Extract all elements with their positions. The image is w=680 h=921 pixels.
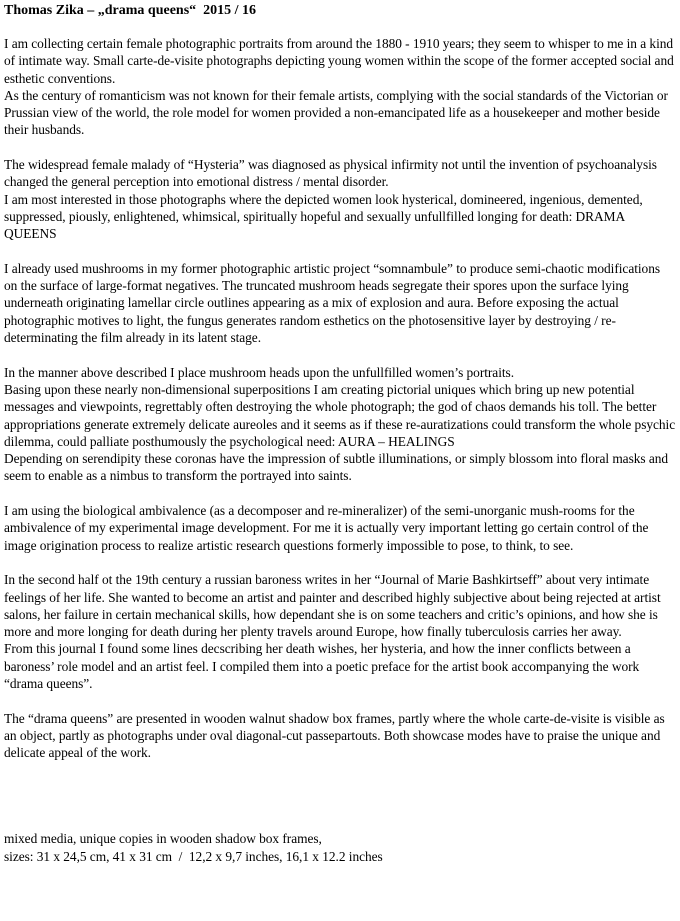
paragraph-hysteria: The widespread female malady of “Hysteria” was diagnosed as physical infirmity not until the invention of psychoanalysis changed the general perception into emotional distress / mental disorder. (4, 157, 657, 190)
medium-line: mixed media, unique copies in wooden shadow box frames, (4, 831, 322, 847)
paragraph-serendipity: Depending on serendipity these coronas have the impression of subtle illuminations, or simply blossom into floral masks and seem to enable as a nimbus to transform the portrayed into saints. (4, 451, 669, 484)
paragraph-ambivalence: I am using the biological ambivalence (as a decomposer and re-mineralizer) of the semi-unorganic mush-rooms for the ambivalence of my experimental image development. For me it is actually very important letting go certain control of the image origination process to realize artistic research questions formerly impossible to pose, to think, to see. (4, 503, 649, 553)
paragraph-collecting-portraits: I am collecting certain female photographic portraits from around the 1880 - 1910 years; they seem to whisper to me in a kind of intimate way. Small carte-de-visite photographs depicting young women within the scope of the former accepted social and esthetic conventions. (4, 36, 674, 86)
document-title: Thomas Zika – „drama queens“ 2015 / 16 (4, 3, 257, 18)
spacer (4, 485, 676, 502)
paragraph-presentation: The “drama queens” are presented in wooden walnut shadow box frames, partly where the whole carte-de-visite is visible as an object, partly as photographs under oval diagonal-cut passepartouts. Both showcase modes have to praise the unique and delicate appeal of the work. (4, 710, 665, 761)
spacer (4, 554, 676, 571)
spacer (4, 761, 676, 830)
paragraph-journal-preface: From this journal I found some lines decscribing her death wishes, her hysteria, and how the inner conflicts between a baroness’ role model and an artist feel. I compiled them into a poetic preface for the artist book accompanying the work “drama queens”. (4, 641, 640, 691)
paragraph-drama-queens: I am most interested in those photographs where the depicted women look hysterical, domineered, ingenious, demented, suppressed, piously, enlightened, whimsical, spiritually hopeful and sexually unfullfilled longing for death: DRAMA QUEENS (4, 191, 643, 242)
paragraph-romanticism: As the century of romanticism was not known for their female artists, complying with the social standards of the Victorian or Prussian view of the world, the role model for women provided a non-emancipated life as a housekeeper and mother beside their husbands. (4, 87, 668, 138)
spacer (4, 243, 676, 260)
paragraph-bashkirtseff: In the second half ot the 19th century a russian baroness writes in her “Journal of Marie Bashkirtseff” about very intimate feelings of her life. She wanted to become an artist and painter and described highly subjective about being rejected at artist salons, her failure in certain mechanical skills, how dependant she is on some teachers and critic’s opinions, and how she is more and more longing for death during her plenty travels around Europe, how finally tuberculosis carries her away. (4, 572, 661, 640)
spacer (4, 20, 676, 35)
paragraph-mushroom-heads: In the manner above described I place mushroom heads upon the unfullfilled women’s portraits. (4, 364, 515, 380)
spacer (4, 692, 676, 709)
spacer (4, 139, 676, 156)
paragraph-mushrooms: I already used mushrooms in my former photographic artistic project “somnambule” to produce semi-chaotic modifications on the surface of large-format negatives. The truncated mushroom heads segregate their spores upon the surface lying underneath originating lamellar circle outlines appearing as a mix of explosion and aura. Before exposing the actual photographic motives to light, the fungus generates random esthetics on the photosensitive layer by destroying / re-determinating the film already in its latent stage. (4, 260, 661, 346)
paragraph-superpositions: Basing upon these nearly non-dimensional superpositions I am creating pictorial uniques which bring up new potential messages and viewpoints, regrettably often destroying the whole photograph; the god of chaos demands his toll. The better appropriations generate extremely delicate aureoles and it seems as if these re-auratizations could transform the whole psychic dilemma, could palliate posthumously the psychological need: AURA – HEALINGS (4, 381, 676, 449)
spacer (4, 346, 676, 363)
sizes-line: sizes: 31 x 24,5 cm, 41 x 31 cm / 12,2 x 9,7 inches, 16,1 x 12.2 inches (4, 848, 383, 864)
document-page (4, 0, 676, 865)
